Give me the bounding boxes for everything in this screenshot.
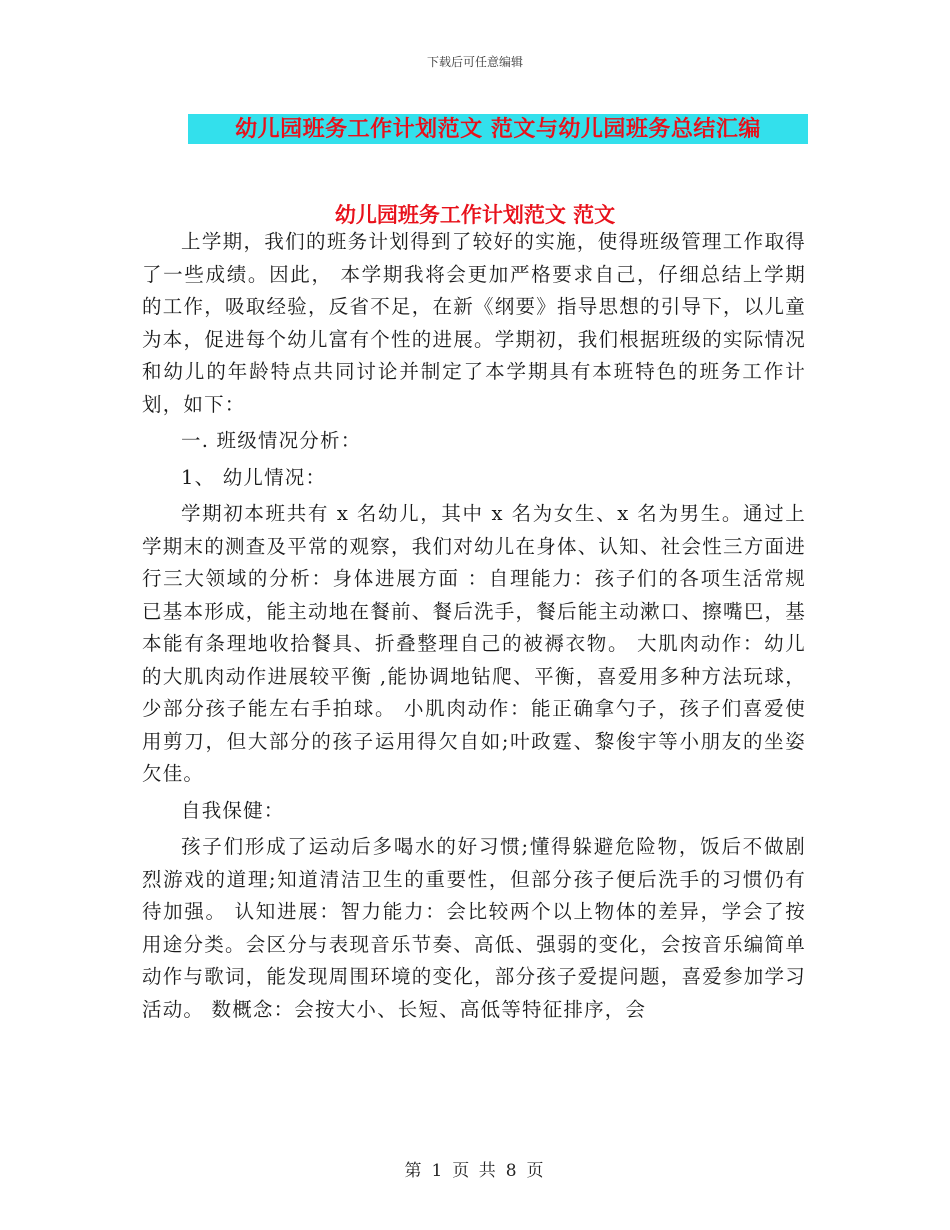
footer-mid: 页 共 xyxy=(452,1161,498,1181)
heading-children-status: 1、 幼儿情况： xyxy=(181,465,327,489)
total-page-count: 8 xyxy=(505,1161,519,1181)
footer-suffix: 页 xyxy=(526,1161,546,1181)
heading-self-care: 自我保健： xyxy=(181,798,285,822)
paragraph-intro: 上学期，我们的班务计划得到了较好的实施，使得班级管理工作取得了一些成绩。因此， 本学期我将会更加严格要求自己，仔细总结上学期的工作，吸取经验，反省不足，在新《纲要》指导思想的引导下，以儿童为本，促进每个幼儿富有个性的进展。学期初，我们根据班级的实际情况和幼儿的年龄特点共同讨论并制定了本学期具有本班特色的班务工作计划，如下： xyxy=(142,230,806,416)
heading-class-analysis: 一. 班级情况分析： xyxy=(181,429,362,452)
header-note: 下载后可任意编辑 xyxy=(426,55,523,69)
paragraph-children-analysis: 学期初本班共有 x 名幼儿，其中 x 名为女生、x 名为男生。通过上学期末的测查及平常的观察，我们对幼儿在身体、认知、社会性三方面进行三大领域的分析：身体进展方面 ：自理能力：孩子们的各项生活常规已基本形成，能主动地在餐前、餐后洗手，餐后能主动漱口、擦嘴巴，基本能有条理地收拾餐具、折叠整理自己的被褥衣物。 大肌肉动作：幼儿的大肌肉动作进展较平衡 ,能协调地钻爬、平衡，喜爱用多种方法玩球，少部分孩子能左右手拍球。 小肌肉动作：能正确拿勺子，孩子们喜爱使用剪刀，但大部分的孩子运用得欠自如;叶政霆、黎俊宇等小朋友的坐姿欠佳。 xyxy=(142,502,806,785)
current-page-number: 1 xyxy=(431,1161,445,1181)
footer-prefix: 第 xyxy=(404,1161,424,1181)
document-title: 幼儿园班务工作计划范文 范文与幼儿园班务总结汇编 xyxy=(188,114,808,144)
page-footer xyxy=(0,1156,950,1181)
paragraph-self-care: 孩子们形成了运动后多喝水的好习惯;懂得躲避危险物，饭后不做剧烈游戏的道理;知道清洁卫生的重要性，但部分孩子便后洗手的习惯仍有待加强。 认知进展：智力能力：会比较两个以上物体的差异，学会了按用途分类。会区分与表现音乐节奏、高低、强弱的变化，会按音乐编简单动作与歌词，能发现周围环境的变化，部分孩子爱提问题，喜爱参加学习活动。 数概念：会按大小、长短、高低等特征排序，会 xyxy=(142,835,806,1021)
section-title: 幼儿园班务工作计划范文 范文 xyxy=(334,202,616,227)
document-body xyxy=(142,226,806,1030)
